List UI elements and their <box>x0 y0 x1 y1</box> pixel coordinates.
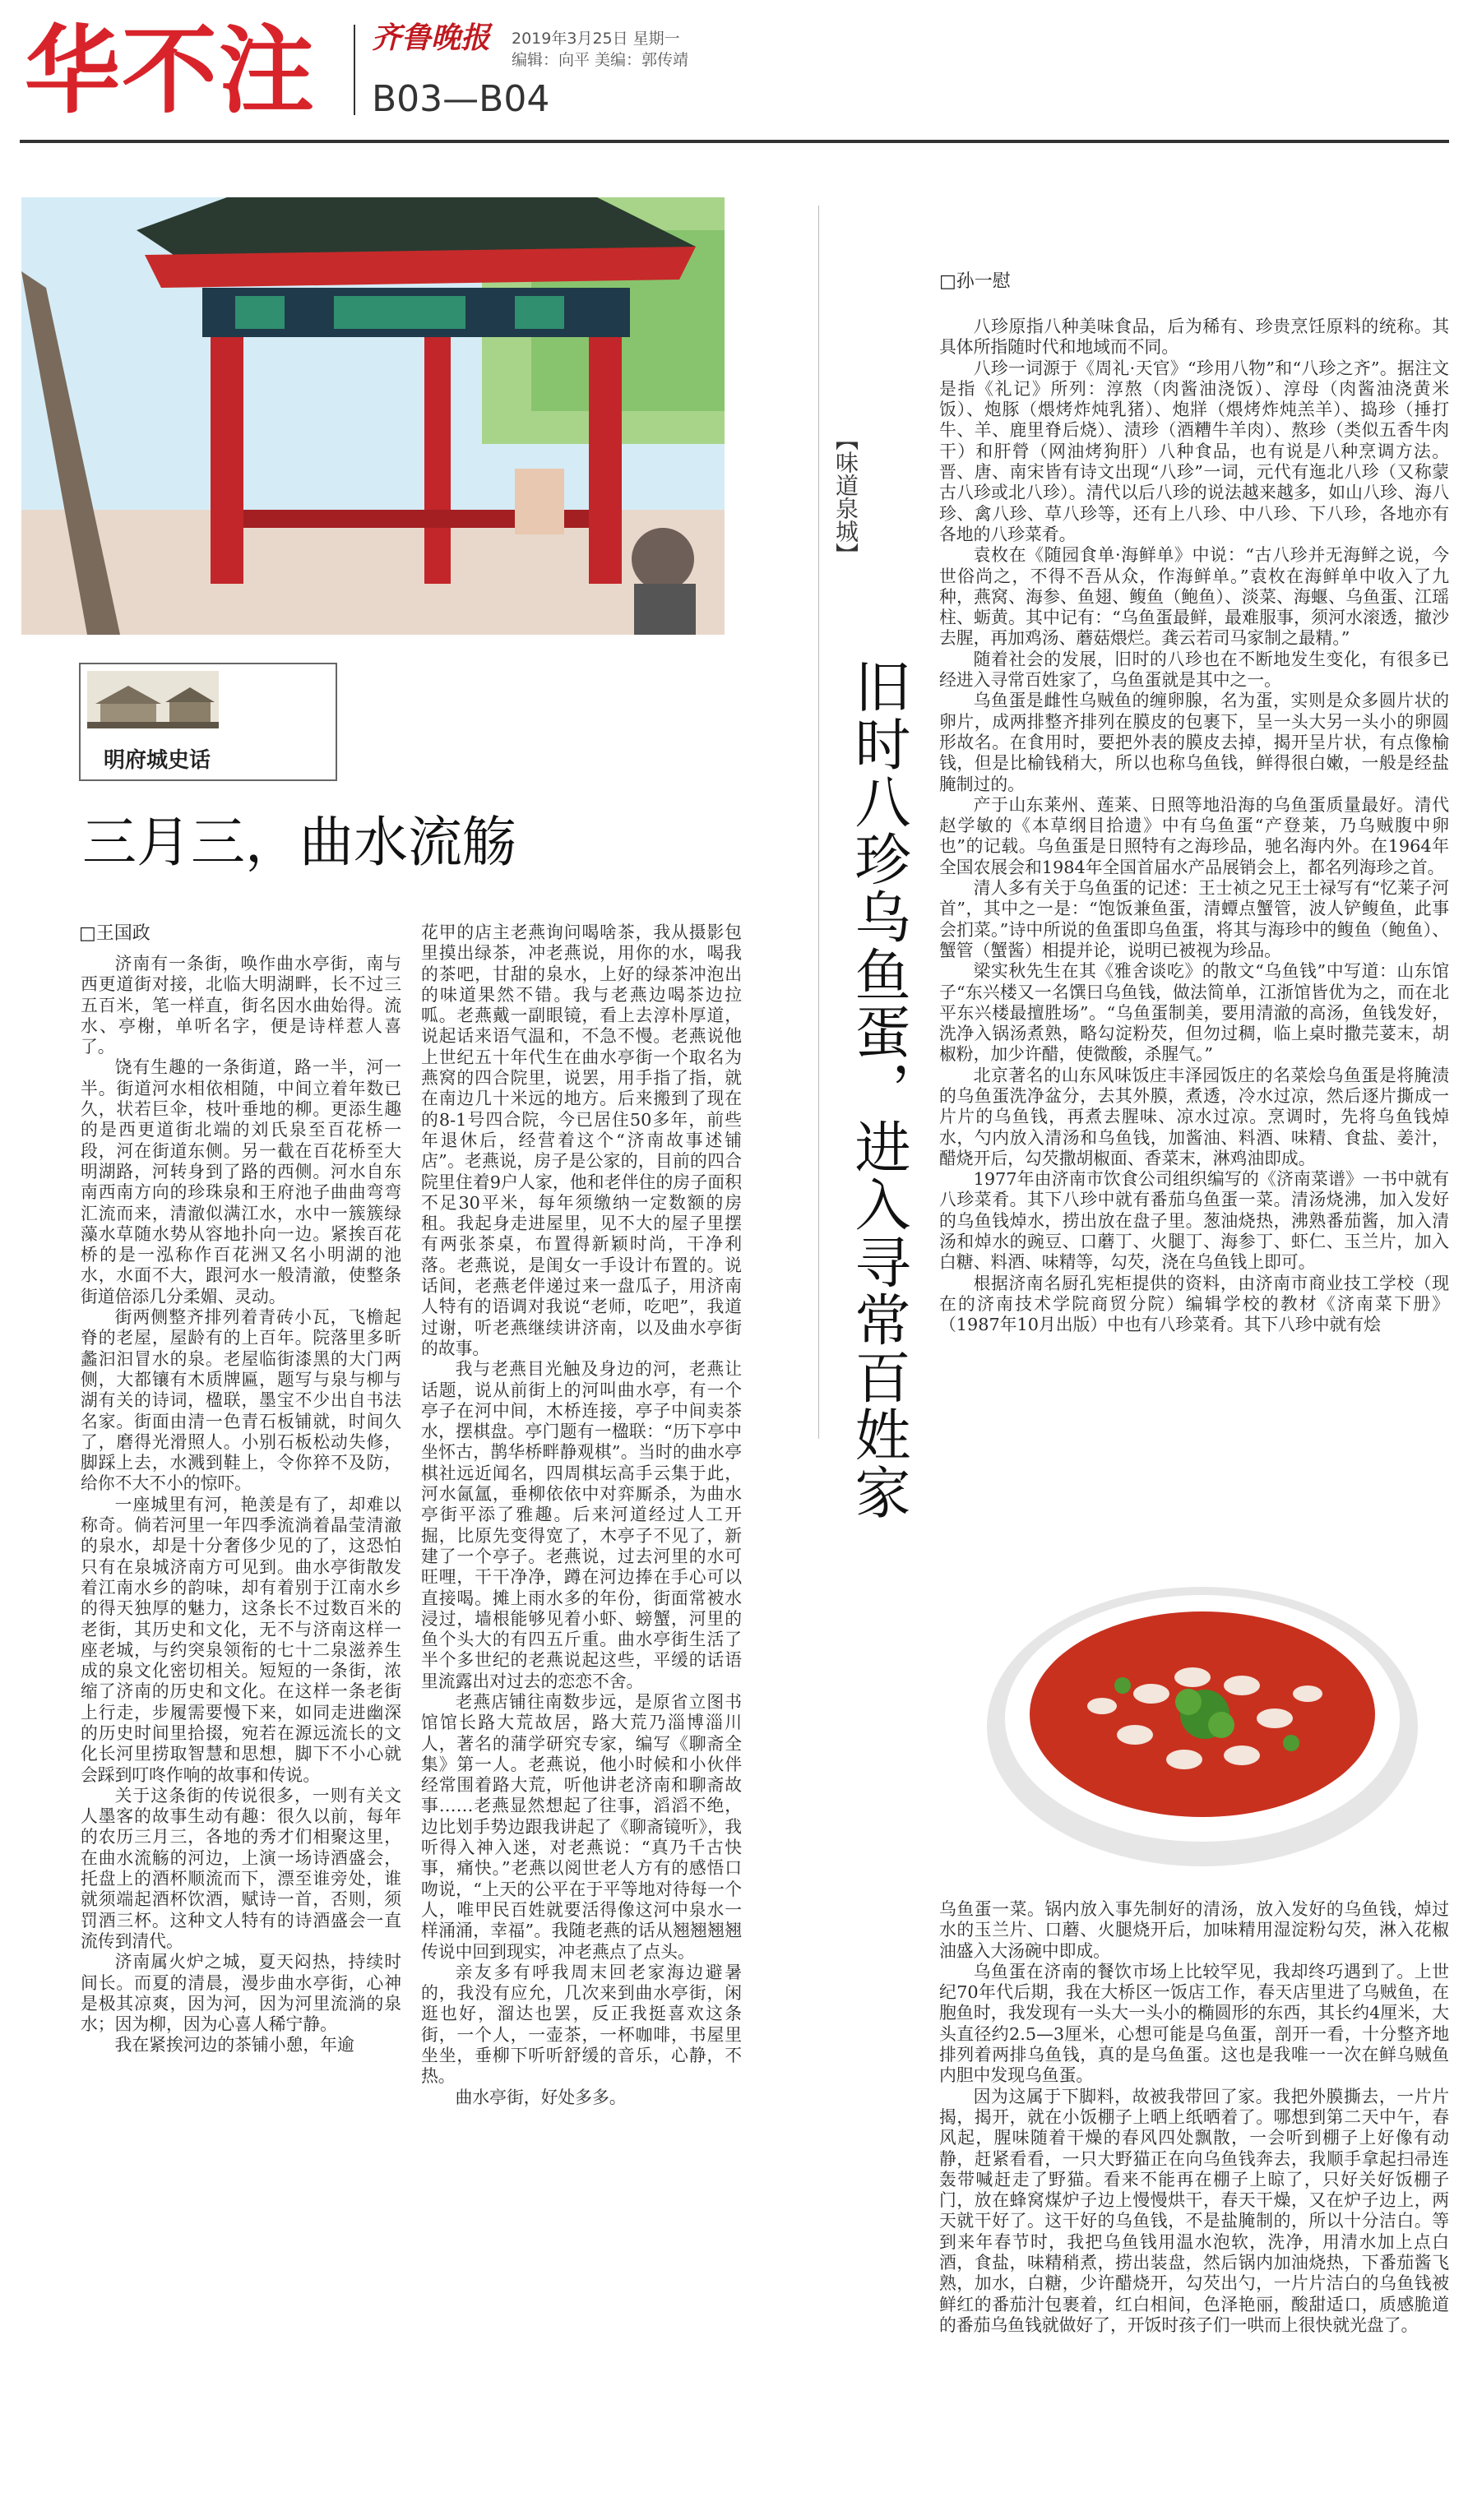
right-article-top-col <box>939 317 1449 1336</box>
article-paragraph: 梁实秋先生在其《雅舍谈吃》的散文“乌鱼钱”中写道：山东馆子“东兴楼又一名馔曰乌鱼钱，做法简单，江浙馆皆优为之，而在北平东兴楼最擅胜场”。“乌鱼蛋制美，要用清澈的高汤，鱼钱发好，洗净入锅汤煮熟，略勾淀粉芡，但勿过稠，临上桌时撒芫荽末，胡椒粉，加少许醋，使微酸，杀腥气。” <box>939 961 1449 1065</box>
editor-credit: 编辑：向平 美编：郭传靖 <box>512 51 689 69</box>
article-paragraph: 随着社会的发展，旧时的八珍也在不断地发生变化，有很多已经进入寻常百姓家了，乌鱼蛋就是其中之一。 <box>939 649 1449 691</box>
article-paragraph: 关于这条街的传说很多，一则有关文人墨客的故事生动有趣：很久以前，每年的农历三月三，各地的秀才们相聚这里，在曲水流觞的河边，上演一场诗酒盛会，托盘上的酒杯顺流而下，漂至谁旁处，谁就须端起酒杯饮酒，赋诗一首，否则，须罚酒三杯。这种文人特有的诗酒盛会一直流传到清代。 <box>81 1785 401 1951</box>
article-paragraph: 济南属火炉之城，夏天闷热，持续时间长。而夏的清晨，漫步曲水亭街，心神是极其凉爽，因为河，因为河里流淌的泉水；因为柳，因为心喜人稀宁静。 <box>81 1952 401 2035</box>
article-paragraph: 清人多有关于乌鱼蛋的记述：王士祯之兄王士禄写有“忆莱子河首”，其中之一是：“饱饭兼鱼蛋，清蟫点蟹管，波人铲鳆鱼，此事会扪菜。”诗中所说的鱼蛋即乌鱼蛋，将其与海珍中的鳆鱼（鲍鱼）、蟹管（蟹酱）相提并论，说明已被视为珍品。 <box>939 878 1449 960</box>
article-paragraph: 乌鱼蛋一菜。锅内放入事先制好的清汤，放入发好的乌鱼钱，焯过水的玉兰片、口蘑、火腿烧开后，加味精用湿淀粉勾芡，淋入花椒油盛入大汤碗中即成。 <box>939 1899 1449 1961</box>
column-label: 明府城史话 <box>104 748 211 773</box>
issue-date: 2019年3月25日 星期一 <box>512 30 680 48</box>
cuttlefish-egg-soup-illustration <box>979 1562 1427 1883</box>
article-paragraph: 亲友多有呼我周末回老家海边避暑的，我没有应允，几次来到曲水亭街，闲逛也好，溜达也罢，反正我挺喜欢这条街，一个人，一壶茶，一杯咖啡，书屋里坐坐，垂柳下听听舒缓的音乐，心静，不热。 <box>421 1962 742 2087</box>
article-paragraph: 曲水亭街，好处多多。 <box>455 2087 627 2107</box>
pavilion-illustration <box>21 197 725 635</box>
left-article-col1 <box>81 954 401 2056</box>
column-label-box <box>79 663 337 781</box>
article-paragraph: 八珍一词源于《周礼·天官》“珍用八物”和“八珍之齐”。据注文是指《礼记》所列：淳熬（肉酱油浇饭）、淳母（肉酱油浇黄米饭）、炮豚（煨烤炸炖乳猪）、炮牂（煨烤炸炖羔羊）、捣珍（捶打牛、羊、鹿里脊后烧）、渍珍（酒糟牛羊肉）、熬珍（类似五香牛肉干）和肝膋（网油烤狗肝）八种食品，也有说是八种烹调方法。晋、唐、南宋皆有诗文出现“八珍”一词，元代有迤北八珍（又称蒙古八珍或北八珍）。清代以后八珍的说法越来越多，如山八珍、海八珍、禽八珍、草八珍等，还有上八珍、中八珍、下八珍，各地亦有各地的八珍菜肴。 <box>939 358 1449 544</box>
page-numbers: B03—B04 <box>372 78 550 120</box>
right-article-bottom-col <box>939 1899 1449 2336</box>
article-paragraph: 八珍原指八种美味食品，后为稀有、珍贵烹饪原料的统称。其具体所指随时代和地域而不同。 <box>939 317 1449 358</box>
article-paragraph: 一座城里有河，艳羡是有了，却难以称奇。倘若河里一年四季流淌着晶莹清澈的泉水，却是十分奢侈少见的了，这恐怕只有在泉城济南方可见到。曲水亭街散发着江南水乡的韵味，却有着别于江南水乡的得天独厚的魅力，这条长不过数百米的老街，其历史和文化，无不与济南这样一座老城，与约突泉领衔的七十二泉滋养生成的泉文化密切相关。短短的一条街，浓缩了济南的历史和文化。在这样一条老街上行走，步履需要慢下来，如同走进幽深的历史时间里拾掇，宛若在源远流长的文化长河里捞取智慧和思想，脚下不小心就会踩到叮咚作响的故事和传说。 <box>81 1494 401 1785</box>
column-rule <box>818 206 819 1439</box>
header-divider <box>354 25 355 115</box>
article-paragraph: 我在紧挨河边的茶铺小憩，年逾 <box>114 2035 354 2055</box>
article-paragraph: 因为这属于下脚料，故被我带回了家。我把外膜撕去，一片片揭，揭开，就在小饭棚子上晒上纸晒着了。哪想到第二天中午，春风起，腥味随着干燥的春风四处飘散，一会听到棚子上好像有动静，赶紧看看，一只大野猫正在向乌鱼钱奔去，我顺手拿起扫帚连轰带喊赶走了野猫。看来不能再在棚子上晾了，只好关好饭棚子门，放在蜂窝煤炉子边上慢慢烘干，春天干燥，又在炉子边上，两天就干好了。这干好的乌鱼钱，不是盐腌制的，所以十分洁白。等到来年春节时，我把乌鱼钱用温水泡软，洗净，用清水加上点白酒，食盐，味精稍煮，捞出装盘，然后锅内加油烧热，下番茄酱飞熟，加水，白糖，少许醋烧开，勾芡出勺，一片片洁白的乌鱼钱被鲜红的番茄汁包裹着，红白相间，色泽艳丽，酸甜适口，质感脆道的番茄乌鱼钱就做好了，开饭时孩子们一哄而上很快就光盘了。 <box>939 2086 1449 2335</box>
article-paragraph: 北京著名的山东风味饭庄丰泽园饭庄的名菜烩乌鱼蛋是将腌渍的乌鱼蛋洗净盆分，去其外膜，煮透，冷水过凉，然后逐片撕成一片片的乌鱼钱，再煮去腥味、凉水过凉。烹调时，先将乌鱼钱焯水，勺内放入清汤和乌鱼钱，加酱油、料酒、味精、食盐、姜汁，醋烧开后，勾芡撒胡椒面、香菜末，淋鸡油即成。 <box>939 1065 1449 1168</box>
article-paragraph: 济南有一条街，唤作曲水亭街，南与西更道街对接，北临大明湖畔，长不过三五百米，笔一样直，街名因水曲始得。流水、亭榭，单听名字，便是诗样惹人喜了。 <box>81 954 401 1057</box>
article-paragraph: 根据济南名厨孔宪柜提供的资料，由济南市商业技工学校（现在的济南技术学院商贸分院）编辑学校的教材《济南菜下册》（1987年10月出版）中也有八珍菜肴。其下八珍中就有烩 <box>939 1273 1449 1335</box>
newspaper-logo: 齐鲁晚报 <box>372 21 491 55</box>
header-rule <box>20 140 1449 143</box>
section-title: 华不注 <box>25 16 316 127</box>
left-article-col2 <box>421 922 742 2108</box>
right-column-label: 【味道泉城】 <box>832 428 859 566</box>
article-paragraph: 乌鱼蛋在济南的餐饮市场上比较罕见，我却终巧遇到了。上世纪70年代后期，我在大桥区一饭店工作，春天店里进了乌贼鱼，在胞鱼时，我发现有一头大一头小的椭圆形的东西，其长约4厘米，大头直径约2.5—3厘米，心想可能是乌鱼蛋，剖开一看，十分整齐地排列着两排乌鱼钱，真的是乌鱼蛋。这也是我唯一一次在鲜乌贼鱼内胆中发现乌鱼蛋。 <box>939 1961 1449 2086</box>
left-headline: 三月三，曲水流觞 <box>82 811 516 874</box>
pavilion-photo <box>21 197 725 635</box>
article-paragraph: 袁枚在《随园食单·海鲜单》中说：“古八珍并无海鲜之说，今世俗尚之，不得不吾从众，作海鲜单。”袁枚在海鲜单中收入了九种，燕窝、海参、鱼翅、鳆鱼（鲍鱼）、淡菜、海蝘、乌鱼蛋、江瑶柱、蛎黄。其中记有：“乌鱼蛋最鲜，最难服事，须河水滚透，撤沙去腥，再加鸡汤、蘑菇煨烂。龚云若司马家制之最精。” <box>939 545 1449 649</box>
article-paragraph: 花甲的店主老燕询问喝啥茶，我从摄影包里摸出绿茶，冲老燕说，用你的水，喝我的茶吧，甘甜的泉水，上好的绿茶冲泡出的味道果然不错。我与老燕边喝茶边拉呱。老燕戴一副眼镜，看上去淳朴厚道，说起话来语气温和，不急不慢。老燕说他上世纪五十年代生在曲水亭街一个取名为燕窝的四合院里，说罢，用手指了指，就在南边几十米远的地方。后来搬到了现在的8-1号四合院，今已居住50多年，前些年退休后，经营着这个“济南故事述铺店”。老燕说，房子是公家的，目前的四合院里住着9户人家，他和老伴住的房子面积不足30平米，每年须缴纳一定数额的房租。我起身走进屋里，见不大的屋子里摆有两张茶桌，布置得新颖时尚，干净利落。老燕说，是闺女一手设计布置的。说话间，老燕老伴递过来一盘瓜子，用济南人特有的语调对我说“老师，吃吧”，我道过谢，听老燕继续讲济南，以及曲水亭街的故事。 <box>421 922 742 1358</box>
article-paragraph: 街两侧整齐排列着青砖小瓦，飞檐起脊的老屋，屋龄有的上百年。院落里多昕蠡汩汩冒水的泉。老屋临街漆黑的大门两侧，大都镶有木质牌匾，题写与泉与柳与湖有关的诗词，楹联，墨宝不少出自书法名家。街面由清一色青石板铺就，时间久了，磨得光滑照人。小别石板松动失修，脚踩上去，水溅到鞋上，令你猝不及防，给你不大不小的惊吓。 <box>81 1307 401 1494</box>
article-paragraph: 1977年由济南市饮食公司组织编写的《济南菜谱》一书中就有八珍菜肴。其下八珍中就有番茄乌鱼蛋一菜。清汤烧沸，加入发好的乌鱼钱焯水，捞出放在盘子里。葱油烧热，沸熟番茄酱，加入清汤和焯水的豌豆、口蘑丁、火腿丁、海参丁、虾仁、玉兰片，加入白糖、料酒、味精等，勾芡，浇在乌鱼钱上即可。 <box>939 1169 1449 1273</box>
article-paragraph: 乌鱼蛋是雌性乌贼鱼的缠卵腺，名为蛋，实则是众多圆片状的卵片，成两排整齐排列在膜皮的包裹下，呈一头大另一头小的卵圆形故名。在食用时，要把外表的膜皮去掉，揭开呈片状，有点像榆钱，但是比榆钱稍大，所以也称乌鱼钱，鲜得很白嫩，一般是经盐腌制过的。 <box>939 691 1449 794</box>
old-building-sketch-icon <box>87 671 219 728</box>
right-author: □孙一慰 <box>939 271 1011 292</box>
right-headline: 旧时八珍乌鱼蛋，进入寻常百姓家 <box>845 658 910 1521</box>
article-paragraph: 老燕店铺往南数步远，是原省立图书馆馆长路大荒故居，路大荒乃淄博淄川人，著名的蒲学研究专家，编写《聊斋全集》第一人。老燕说，他小时候和小伙伴经常围着路大荒，听他讲老济南和聊斋故事……老燕显然想起了往事，滔滔不绝，边比划手势边跟我讲起了《聊斋镜听》，我听得入神入迷，对老燕说：“真乃千古快事，痛快。”老燕以阅世老人方有的感悟口吻说，“上天的公平在于平等地对待每一个人，唯甲民百姓就要活得像这河中泉水一样涌涌，幸福”。我随老燕的话从翘翘翘翘传说中回到现实，冲老燕点了点头。 <box>421 1691 742 1962</box>
soup-photo <box>979 1562 1427 1883</box>
left-author: □王国政 <box>79 923 151 944</box>
article-paragraph: 产于山东莱州、莲莱、日照等地沿海的乌鱼蛋质量最好。清代赵学敏的《本草纲目拾遗》中有乌鱼蛋“产登莱，乃乌贼腹中卵也”的记载。乌鱼蛋是日照特有之海珍品，驰名海内外。在1964年全国农展会和1984年全国首届水产品展销会上，都名列海珍之首。 <box>939 794 1449 877</box>
article-paragraph: 饶有生趣的一条街道，路一半，河一半。街道河水相依相随，中间立着年数已久，状若巨伞，枝叶垂地的柳。更添生趣的是西更道街北端的刘氏泉至百花桥一段，河在街道东侧。另一截在百花桥至大明湖路，河转身到了路的西侧。河水自东南西南方向的珍珠泉和王府池子曲曲弯弯汇流而来，清澈似满江水，水中一簇簇绿藻水草随水势从容地扑向一边。紧挨百花桥的是一泓称作百花洲又名小明湖的池水，水面不大，跟河水一般清澈，使整条街道倍添几分柔媚、灵动。 <box>81 1057 401 1306</box>
article-paragraph: 我与老燕目光触及身边的河，老燕让话题，说从前街上的河叫曲水亭，有一个亭子在河中间，木桥连接，亭子中间卖茶水，摆棋盘。亭门题有一楹联：“历下亭中坐怀古，鹊华桥畔静观棋”。当时的曲水亭棋社远近闻名，四周棋坛高手云集于此，河水氤氲，垂柳依依中对弈厮杀，为曲水亭街平添了雅趣。后来河道经过人工开掘，比原先变得宽了，木亭子不见了，新建了一个亭子。老燕说，过去河里的水可旺哩，干干净净，蹲在河边捧在手心可以直接喝。摊上雨水多的年份，街面常被水浸过，墙根能够见着小虾、螃蟹，河里的鱼个头大的有四五斤重。曲水亭街生活了半个多世纪的老燕说起这些，平缓的话语里流露出对过去的恋恋不舍。 <box>421 1359 742 1691</box>
